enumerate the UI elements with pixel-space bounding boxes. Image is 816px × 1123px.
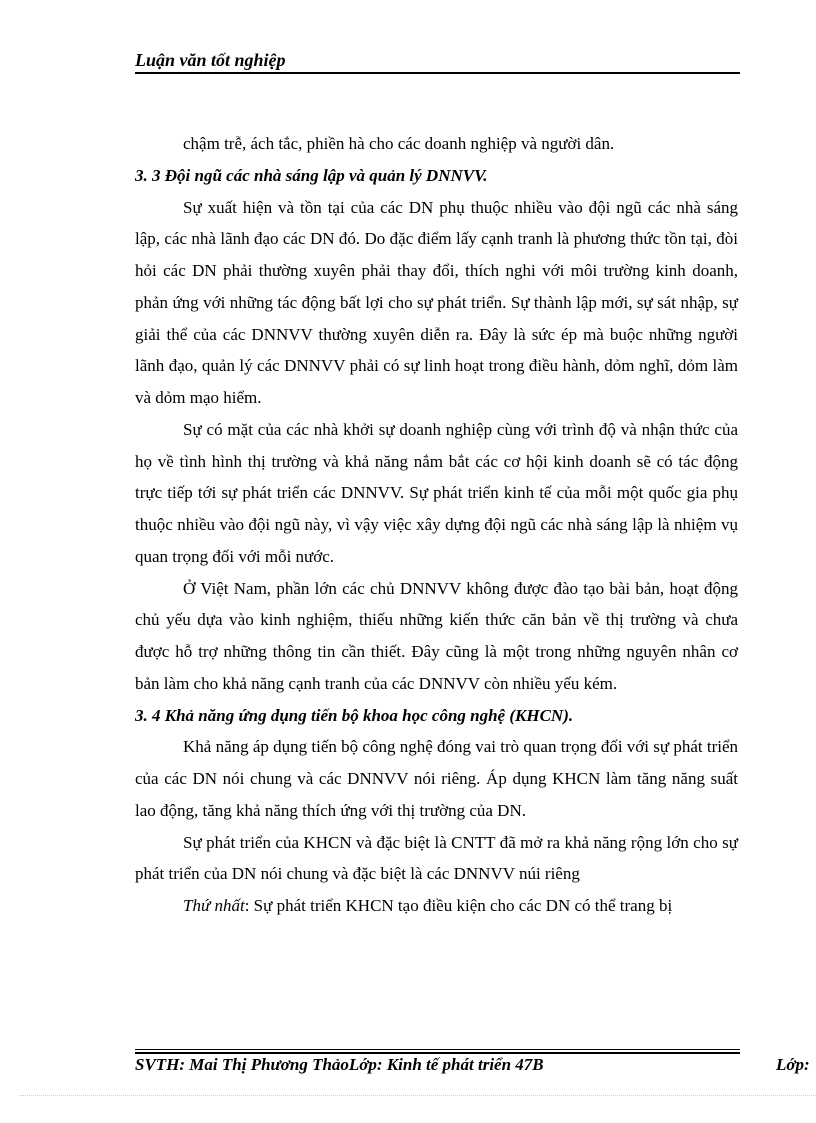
footer-rule-thick: [135, 1052, 740, 1054]
paragraph: Sự phát triển của KHCN và đặc biệt là CNTT đã mở ra khả năng rộng lớn cho sự phát triển của DN nói chung và đặc biệt là các DNNVV núi riêng: [135, 832, 738, 884]
emphasis-lead: Thứ nhất: [183, 896, 245, 915]
paragraph: Ở Việt Nam, phần lớn các chủ DNNVV không được đào tạo bài bản, hoạt động chủ yếu dựa vào kinh nghiệm, thiếu những kiến thức căn bản về thị trường và chưa được hỗ trợ những thông tin cần thiết. Đây cũng là một trong những nguyên nhân cơ bản làm cho khả năng cạnh tranh của các DNNVV còn nhiều yếu kém.: [135, 578, 738, 693]
paragraph: Sự có mặt của các nhà khởi sự doanh nghiệp cùng với trình độ và nhận thức của họ về tình hình thị trường và khả năng nắm bắt các cơ hội kinh doanh sẽ có tác động trực tiếp tới sự phát triển các DNNVV. Sự phát triển kinh tế của mỗi một quốc gia phụ thuộc nhiều vào đội ngũ này, vì vậy việc xây dựng đội ngũ các nhà sáng lập là nhiệm vụ quan trọng đối với mỗi nước.: [135, 419, 738, 566]
paragraph: Sự xuất hiện và tồn tại của các DN phụ thuộc nhiều vào đội ngũ các nhà sáng lập, các nhà lãnh đạo các DN đó. Do đặc điểm lấy cạnh tranh là phương thức tồn tại, đòi hỏi các DN phải thường xuyên phải thay đổi, thích nghi với môi trường kinh doanh, phản ứng với những tác động bất lợi cho sự phát triển. Sự thành lập mới, sự sát nhập, sự giải thể của các DNNVV thường xuyên diễn ra. Đây là sức ép mà buộc những người lãnh đạo, quản lý các DNNVV phải có sự linh hoạt trong điều hành, dỏm nghĩ, dỏm làm và dỏm mạo hiểm.: [135, 197, 738, 407]
paragraph-continuation: chậm trễ, ách tắc, phiền hà cho các doanh nghiệp và người dân.: [183, 134, 615, 153]
paragraph: [135, 890, 738, 922]
section-heading-3-3: 3. 3 Đội ngũ các nhà sáng lập và quản lý DNNVV.: [135, 165, 488, 185]
footer-author: SVTH: Mai Thị Phương ThảoLớp: Kinh tế phát triển 47B: [135, 1055, 544, 1074]
section-heading-3-4: 3. 4 Khả năng ứng dụng tiến bộ khoa học công nghệ (KHCN).: [135, 705, 574, 725]
page-edge-divider: [20, 1095, 816, 1096]
page-header: [135, 48, 740, 74]
paragraph: Khả năng áp dụng tiến bộ công nghệ đóng vai trò quan trọng đối với sự phát triển của các DN nói chung và các DNNVV nói riêng. Áp dụng KHCN làm tăng năng suất lao động, tăng khả năng thích ứng với thị trường của DN.: [135, 737, 739, 820]
footer-rule-thin: [135, 1049, 740, 1050]
document-body: [135, 128, 738, 922]
footer-class-label: Lớp:: [776, 1055, 810, 1074]
header-title: Luận văn tốt nghiệp: [135, 50, 286, 70]
paragraph-text: : Sự phát triển KHCN tạo điều kiện cho các DN có thể trang bị: [244, 896, 673, 915]
